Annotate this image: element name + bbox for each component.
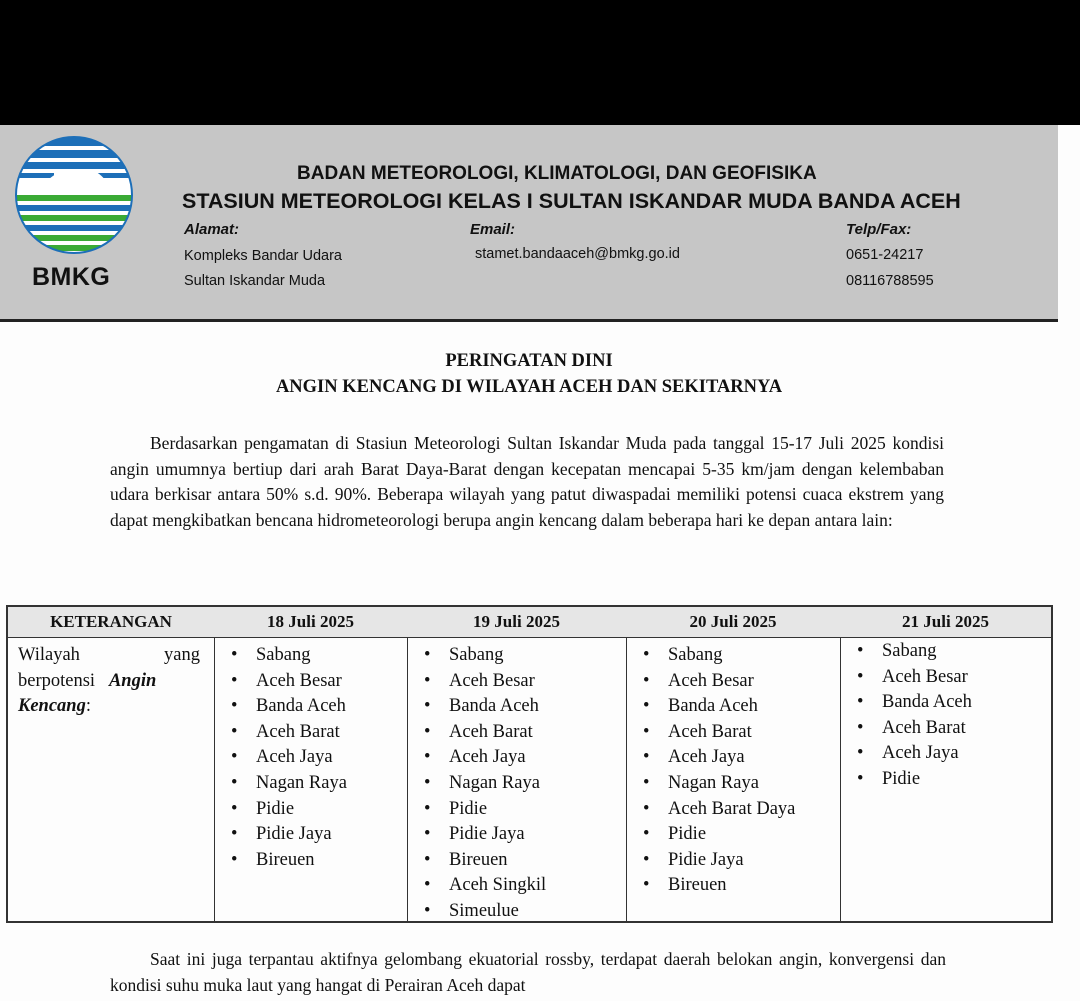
keterangan-word: Wilayah — [18, 645, 80, 665]
day1-region-list — [231, 643, 347, 873]
region-list-item: • Sabang — [857, 639, 972, 665]
day4-region-list — [857, 639, 972, 793]
table-header-keterangan: KETERANGAN — [8, 607, 214, 638]
region-list-item: • Aceh Besar — [643, 669, 795, 695]
email-value[interactable]: stamet.bandaaceh@bmkg.go.id — [475, 246, 680, 262]
alamat-label: Alamat: — [184, 221, 240, 238]
document-title-line1: PERINGATAN DINI — [445, 351, 613, 371]
region-list-item: • Banda Aceh — [424, 694, 546, 720]
region-list-item: • Sabang — [643, 643, 795, 669]
region-list-item: • Pidie Jaya — [643, 848, 795, 874]
table-header-day1: 18 Juli 2025 — [214, 607, 407, 638]
keterangan-emphasis: Angin — [108, 670, 157, 691]
table-col-day1 — [214, 607, 408, 921]
region-list-item: • Aceh Jaya — [424, 745, 546, 771]
warning-table — [6, 605, 1053, 923]
region-list-item: • Nagan Raya — [424, 771, 546, 797]
region-list-item: • Sabang — [231, 643, 347, 669]
region-list-item: • Aceh Barat Daya — [643, 797, 795, 823]
region-list-item: • Pidie — [643, 822, 795, 848]
document-title-line2: ANGIN KENCANG DI WILAYAH ACEH DAN SEKITARNYA — [275, 377, 783, 397]
org-name-line1: BADAN METEOROLOGI, KLIMATOLOGI, DAN GEOFISIKA — [297, 163, 817, 184]
table-col-day4 — [840, 607, 1051, 921]
region-list-item: • Banda Aceh — [231, 694, 347, 720]
closing-paragraph — [110, 947, 946, 998]
region-list-item: • Pidie Jaya — [231, 822, 347, 848]
region-list-item: • Bireuen — [424, 848, 546, 874]
region-list-item: • Aceh Besar — [424, 669, 546, 695]
region-list-item: • Simeulue — [424, 899, 546, 925]
region-list-item: • Aceh Jaya — [231, 745, 347, 771]
document-page — [0, 125, 1080, 1001]
email-label: Email: — [470, 221, 516, 238]
region-list-item: • Sabang — [424, 643, 546, 669]
region-list-item: • Aceh Besar — [857, 665, 972, 691]
region-list-item: • Pidie — [857, 767, 972, 793]
region-list-item: • Aceh Jaya — [643, 745, 795, 771]
keterangan-emphasis: Kencang — [18, 696, 86, 717]
table-col-day3 — [626, 607, 841, 921]
table-header-day4: 21 Juli 2025 — [840, 607, 1051, 638]
region-list-item: • Aceh Jaya — [857, 741, 972, 767]
alamat-line2: Sultan Iskandar Muda — [184, 273, 326, 289]
telp-line2: 08116788595 — [846, 273, 934, 289]
intro-paragraph — [110, 431, 944, 533]
table-header-day2: 19 Juli 2025 — [407, 607, 626, 638]
region-list-item: • Banda Aceh — [857, 690, 972, 716]
table-header-day3: 20 Juli 2025 — [626, 607, 840, 638]
region-list-item: • Pidie — [231, 797, 347, 823]
region-list-item: • Nagan Raya — [643, 771, 795, 797]
keterangan-cell — [18, 643, 200, 720]
keterangan-word: berpotensi — [18, 670, 96, 691]
day2-region-list — [424, 643, 546, 925]
region-list-item: • Aceh Barat — [643, 720, 795, 746]
region-list-item: • Bireuen — [231, 848, 347, 874]
region-list-item: • Bireuen — [643, 873, 795, 899]
telp-line1: 0651-24217 — [846, 247, 924, 263]
alamat-line1: Kompleks Bandar Udara — [184, 248, 342, 264]
keterangan-word: yang — [164, 645, 200, 665]
org-name-line2: STASIUN METEOROLOGI KELAS I SULTAN ISKANDAR MUDA BANDA ACEH — [182, 189, 961, 213]
letterhead — [0, 125, 1058, 322]
logo-text: BMKG — [32, 263, 111, 291]
table-col-day2 — [407, 607, 627, 921]
telp-label: Telp/Fax: — [846, 221, 912, 238]
region-list-item: • Pidie Jaya — [424, 822, 546, 848]
region-list-item: • Aceh Barat — [424, 720, 546, 746]
region-list-item: • Pidie — [424, 797, 546, 823]
region-list-item: • Aceh Barat — [231, 720, 347, 746]
table-col-keterangan — [8, 607, 215, 921]
region-list-item: • Banda Aceh — [643, 694, 795, 720]
region-list-item: • Aceh Singkil — [424, 873, 546, 899]
intro-text: Berdasarkan pengamatan di Stasiun Meteorologi Sultan Iskandar Muda pada tanggal 15-17 Juli 2025 kondisi angin umumnya bertiup dari arah Barat Daya-Barat dengan kecepatan mencapai 5-35 km/jam dengan kelembaban udara berkisar antara 50% s.d. 90%. Beberapa wilayah yang patut diwaspadai memiliki potensi cuaca ekstrem yang dapat mengkibatkan bencana hidrometeorologi berupa angin kencang dalam beberapa hari ke depan antara lain: — [110, 433, 944, 530]
region-list-item: • Aceh Barat — [857, 716, 972, 742]
region-list-item: • Nagan Raya — [231, 771, 347, 797]
day3-region-list — [643, 643, 795, 899]
keterangan-colon: : — [85, 696, 91, 717]
region-list-item: • Aceh Besar — [231, 669, 347, 695]
closing-text: Saat ini juga terpantau aktifnya gelombang ekuatorial rossby, terdapat daerah belokan angin, konvergensi dan kondisi suhu muka laut yang hangat di Perairan Aceh dapat — [110, 949, 946, 995]
